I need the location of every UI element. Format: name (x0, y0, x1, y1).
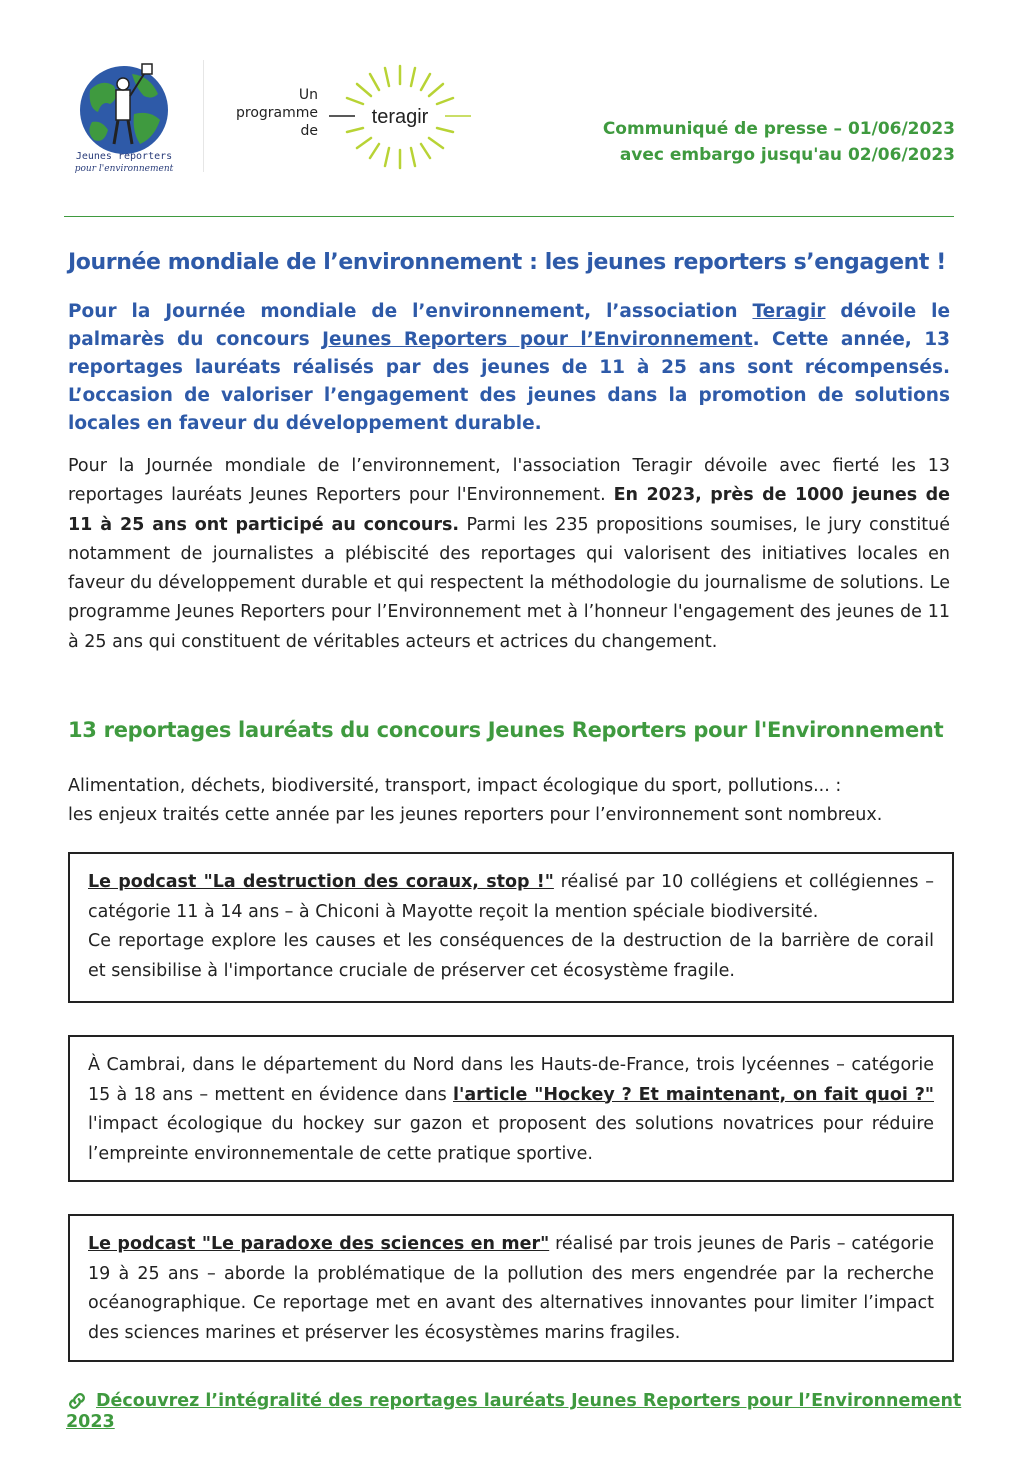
program-line3: de (300, 123, 318, 139)
teragir-link[interactable]: Teragir (752, 301, 826, 322)
footer-link-row[interactable] (66, 1390, 966, 1432)
logo-caption-line2: pour l'environnement (74, 164, 174, 174)
logo-caption-line1: Jeunes reporters (75, 151, 173, 162)
body-text-1: Pour la Journée mondiale de l’environnement, l'association Teragir dévoile avec fierté les 13 reportages lauréats Jeunes Reporters pour l'Environnement. (68, 456, 950, 506)
jre-contest-link[interactable]: Jeunes Reporters pour l’Environnement (322, 329, 753, 350)
box2-text: l'impact écologique du hockey sur gazon et proposent des solutions novatrices pour réduire l’empreinte environnementale de cette pratique sportive. (88, 1114, 934, 1164)
section-intro (68, 772, 958, 830)
all-laureates-link[interactable]: Découvrez l’intégralité des reportages lauréats Jeunes Reporters pour l’Environnement 2023 (66, 1391, 962, 1432)
teragir-brand-text: teragir (371, 106, 429, 128)
page-title: Journée mondiale de l’environnement : les jeunes reporters s’engagent ! (68, 250, 946, 275)
podcast-sciences-mer-link[interactable]: Le podcast "Le paradoxe des sciences en mer" (88, 1234, 550, 1254)
body-paragraph (68, 452, 950, 657)
link-icon (66, 1390, 88, 1412)
lead-text-1: Pour la Journée mondiale de l’environnement, l’association (68, 301, 753, 322)
jre-logo-caption (64, 150, 184, 176)
press-info (603, 116, 955, 168)
program-line2: programme (235, 105, 318, 121)
article-hockey-link[interactable]: l'article "Hockey ? Et maintenant, on fait quoi ?" (453, 1084, 934, 1105)
laureate-box-sciences-mer (68, 1214, 954, 1362)
intro-line2: les enjeux traités cette année par les jeunes reporters pour l’environnement sont nombreux. (68, 805, 883, 825)
program-line1: Un (298, 87, 318, 103)
box3-text: réalisé par trois jeunes de Paris – catégorie 19 à 25 ans – aborde la problématique de la pollution des mers engendrée par la recherche océanographique. Ce reportage met en avant des alternatives innovantes pour limiter l’impact des sciences marines et préserver les écosystèmes marins fragiles. (88, 1234, 934, 1343)
intro-line1: Alimentation, déchets, biodiversité, transport, impact écologique du sport, pollutions... : (68, 776, 842, 796)
lead-text-2: dévoile le palmarès du concours (68, 301, 950, 350)
box2-pre: À Cambrai, dans le département du Nord dans les Hauts-de-France, trois lycéennes – catégorie 15 à 18 ans – mettent en évidence dans (88, 1055, 934, 1105)
press-date: Communiqué de presse – 01/06/2023 (602, 119, 955, 139)
lead-paragraph (68, 298, 950, 438)
teragir-sunburst-logo-icon (325, 62, 475, 172)
header-rule (64, 216, 954, 217)
box1-text2: Ce reportage explore les causes et les conséquences de la destruction de la barrière de corail et sensibilise à l'importance cruciale de préserver cet écosystème fragile. (88, 931, 934, 981)
body-text-2: Parmi les 235 propositions soumises, le jury constitué notamment de journalistes a plébiscité des reportages qui valorisent des initiatives locales en faveur du développement durable et qui respectent la méthodologie du journalisme de solutions. Le programme Jeunes Reporters pour l’Environnement met à l’honneur l'engagement des jeunes de 11 à 25 ans qui constituent de véritables acteurs et actrices du changement. (68, 514, 950, 652)
podcast-coraux-link[interactable]: Le podcast "La destruction des coraux, stop !" (88, 872, 554, 892)
box1-text: réalisé par 10 collégiens et collégiennes – catégorie 11 à 14 ans – à Chiconi à Mayotte reçoit la mention spéciale biodiversité. (88, 872, 934, 922)
body-highlight: En 2023, près de 1000 jeunes de 11 à 25 ans ont participé au concours. (68, 485, 950, 535)
press-embargo: avec embargo jusqu'au 02/06/2023 (619, 145, 955, 165)
laureate-box-hockey (68, 1035, 954, 1182)
header-divider (203, 60, 204, 172)
lead-text-3: . Cette année, 13 reportages lauréats réalisés par des jeunes de 11 à 25 ans sont récompensés. L’occasion de valoriser l’engagement des jeunes dans la promotion de solutions locales en faveur du développement durable. (68, 329, 951, 434)
program-caption (228, 86, 318, 140)
laureate-box-coraux (68, 852, 954, 1003)
section-title: 13 reportages lauréats du concours Jeunes Reporters pour l'Environnement (68, 718, 944, 742)
